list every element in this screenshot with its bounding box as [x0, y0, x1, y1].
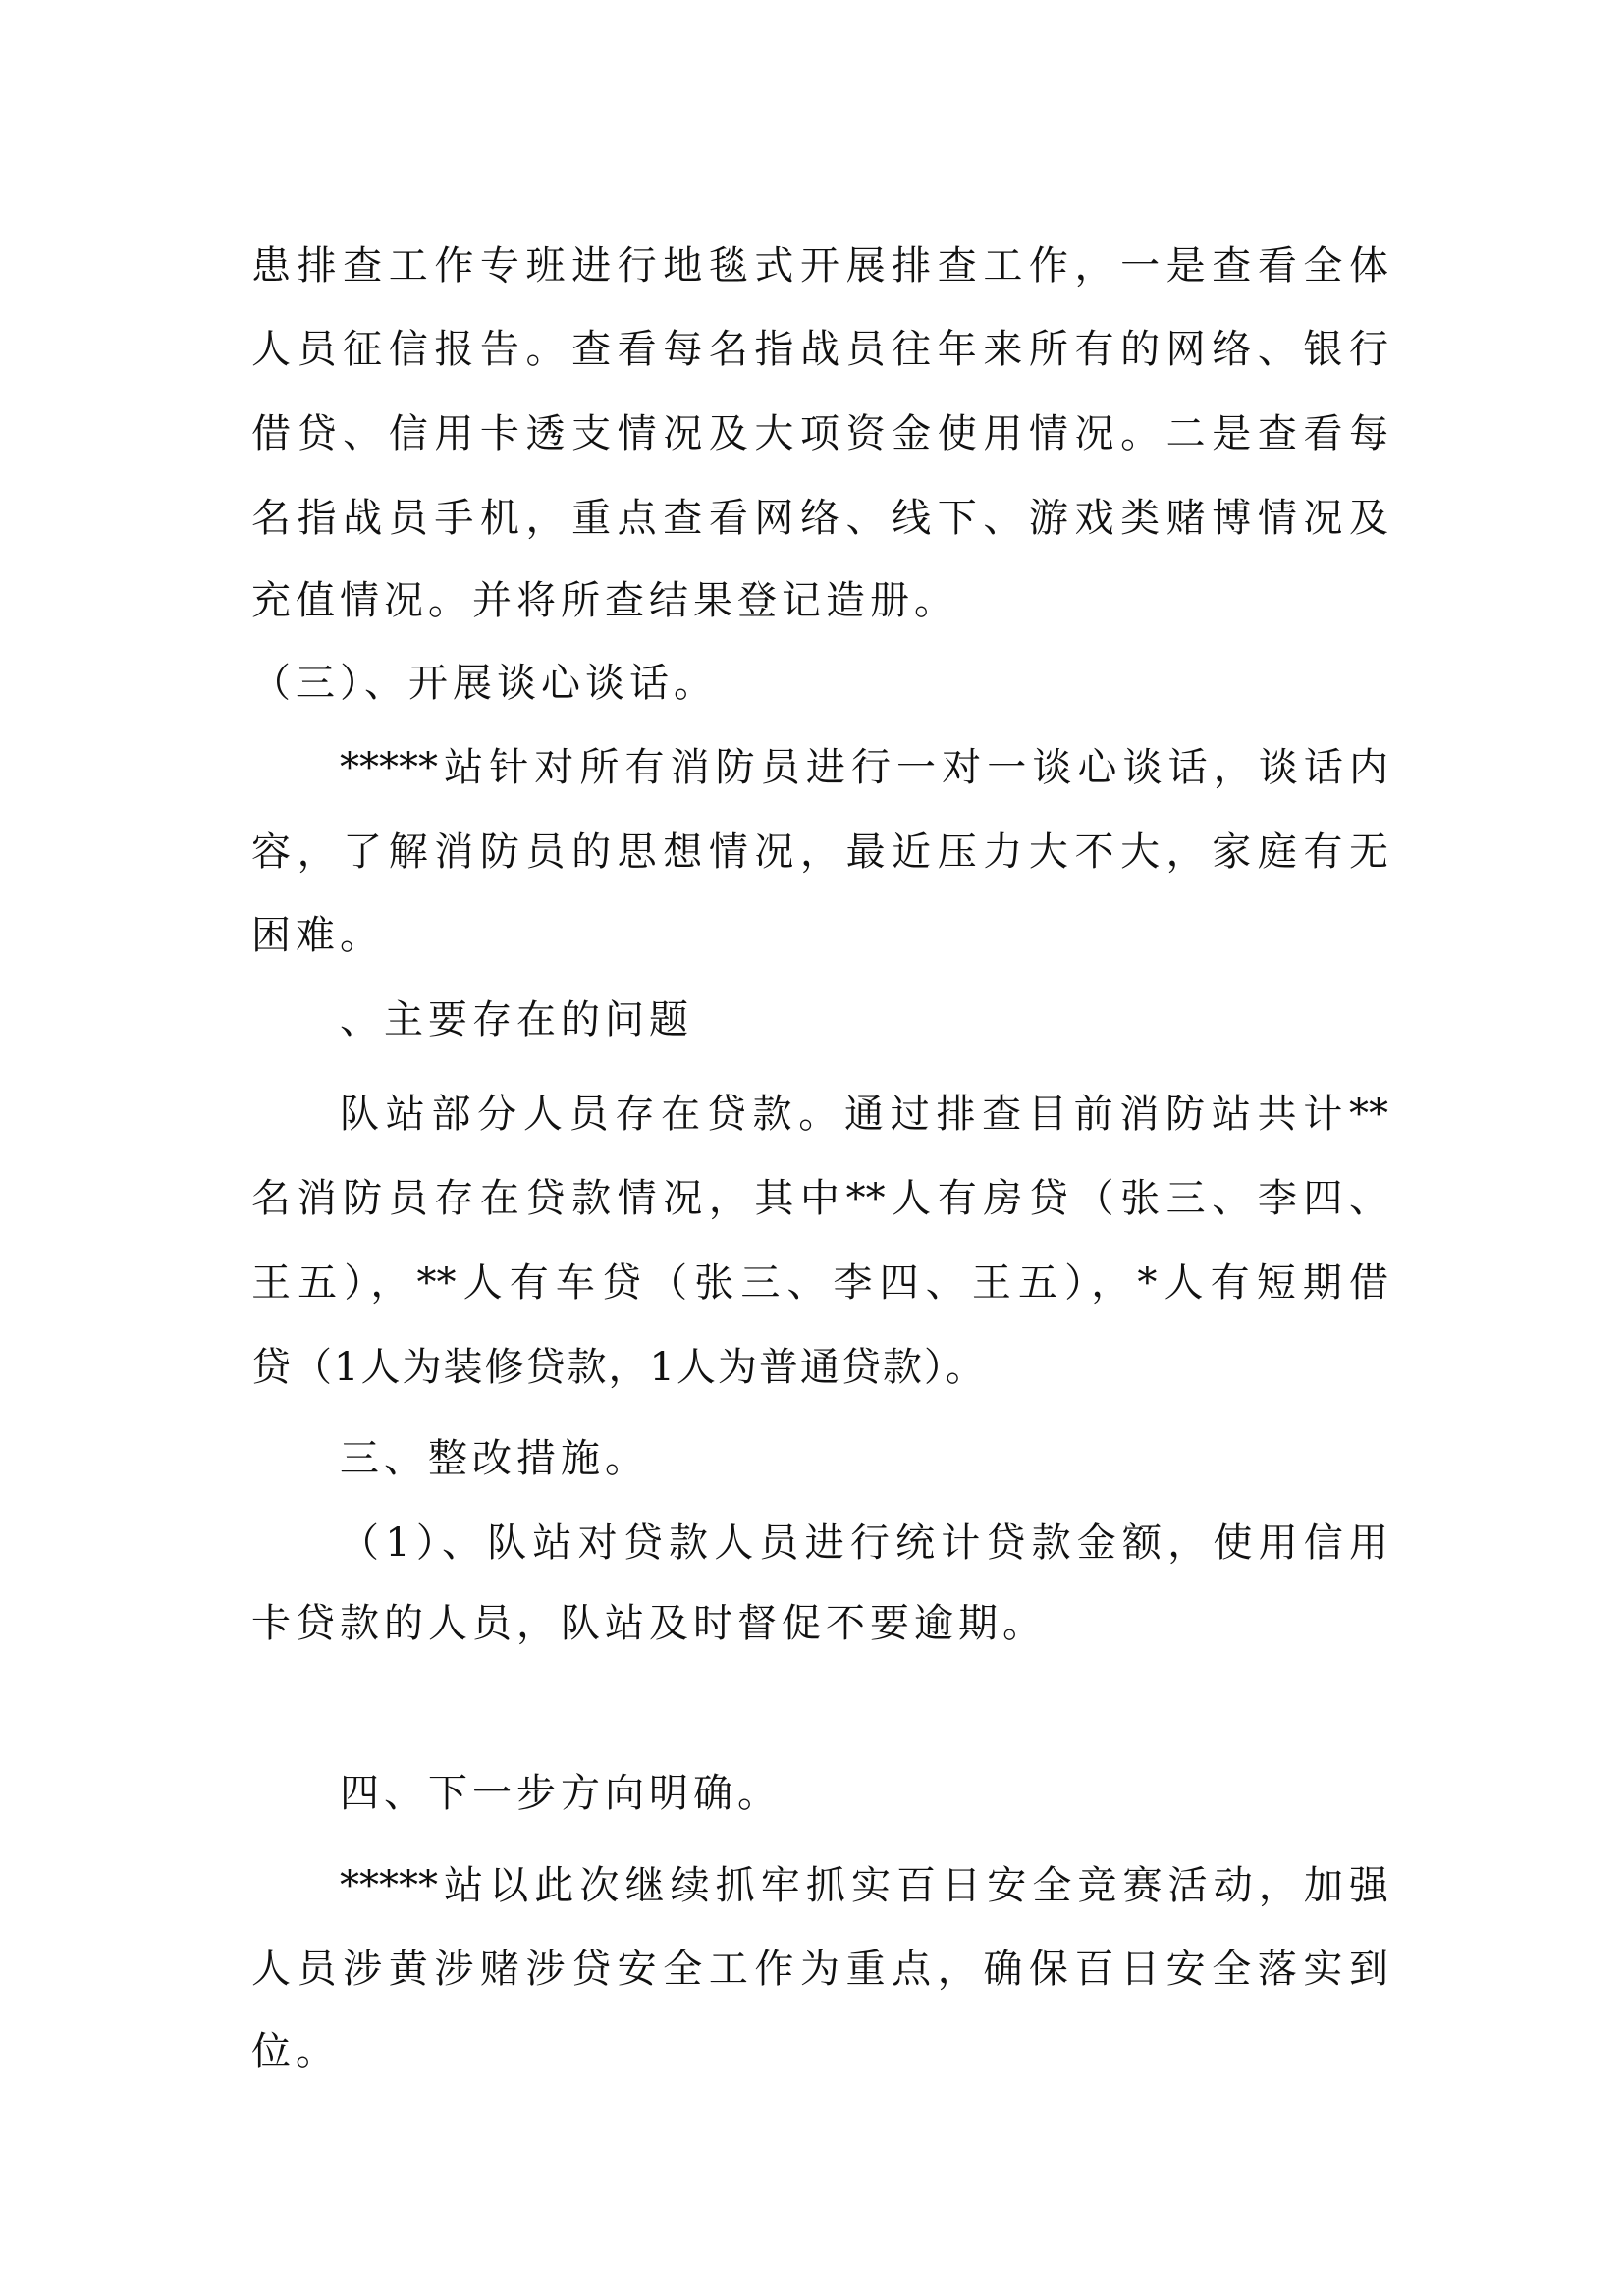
paragraph-line: 充值情况。并将所查结果登记造册。: [251, 578, 958, 623]
paragraph-line: 患排查工作专班进行地毯式开展排查工作，一是查看全体: [251, 243, 1388, 289]
paragraph-line: 人员征信报告。查看每名指战员往年来所有的网络、银行: [251, 327, 1388, 372]
paragraph-line: 卡贷款的人员，队站及时督促不要逾期。: [251, 1601, 1047, 1646]
paragraph-line: *****站以此次继续抓牢抓实百日安全竞赛活动，加强: [340, 1863, 1388, 1908]
paragraph-line: 队站部分人员存在贷款。通过排查目前消防站共计**: [340, 1092, 1388, 1137]
paragraph-line: （1）、队站对贷款人员进行统计贷款金额，使用信用: [340, 1521, 1388, 1566]
paragraph-line: 王五），**人有车贷（张三、李四、王五），*人有短期借: [251, 1260, 1388, 1306]
paragraph-line: 人员涉黄涉赌涉贷安全工作为重点，确保百日安全落实到: [251, 1947, 1388, 1992]
paragraph-line: 贷（1人为装修贷款，1人为普通贷款）。: [251, 1345, 987, 1390]
section-heading: 、主要存在的问题: [340, 997, 693, 1042]
section-heading: （三）、开展谈心谈话。: [251, 661, 718, 706]
paragraph-line: 名消防员存在贷款情况，其中**人有房贷（张三、李四、: [251, 1176, 1388, 1221]
paragraph-line: 借贷、信用卡透支情况及大项资金使用情况。二是查看每: [251, 411, 1388, 456]
section-heading: 四、下一步方向明确。: [340, 1771, 782, 1816]
section-heading: 三、整改措施。: [340, 1436, 649, 1481]
paragraph-line: 困难。: [251, 913, 384, 958]
paragraph-line: 位。: [251, 2029, 340, 2074]
paragraph-line: *****站针对所有消防员进行一对一谈心谈话，谈话内: [340, 745, 1388, 790]
paragraph-line: 名指战员手机，重点查看网络、线下、游戏类赌博情况及: [251, 496, 1388, 541]
paragraph-line: 容，了解消防员的思想情况，最近压力大不大，家庭有无: [251, 829, 1388, 875]
